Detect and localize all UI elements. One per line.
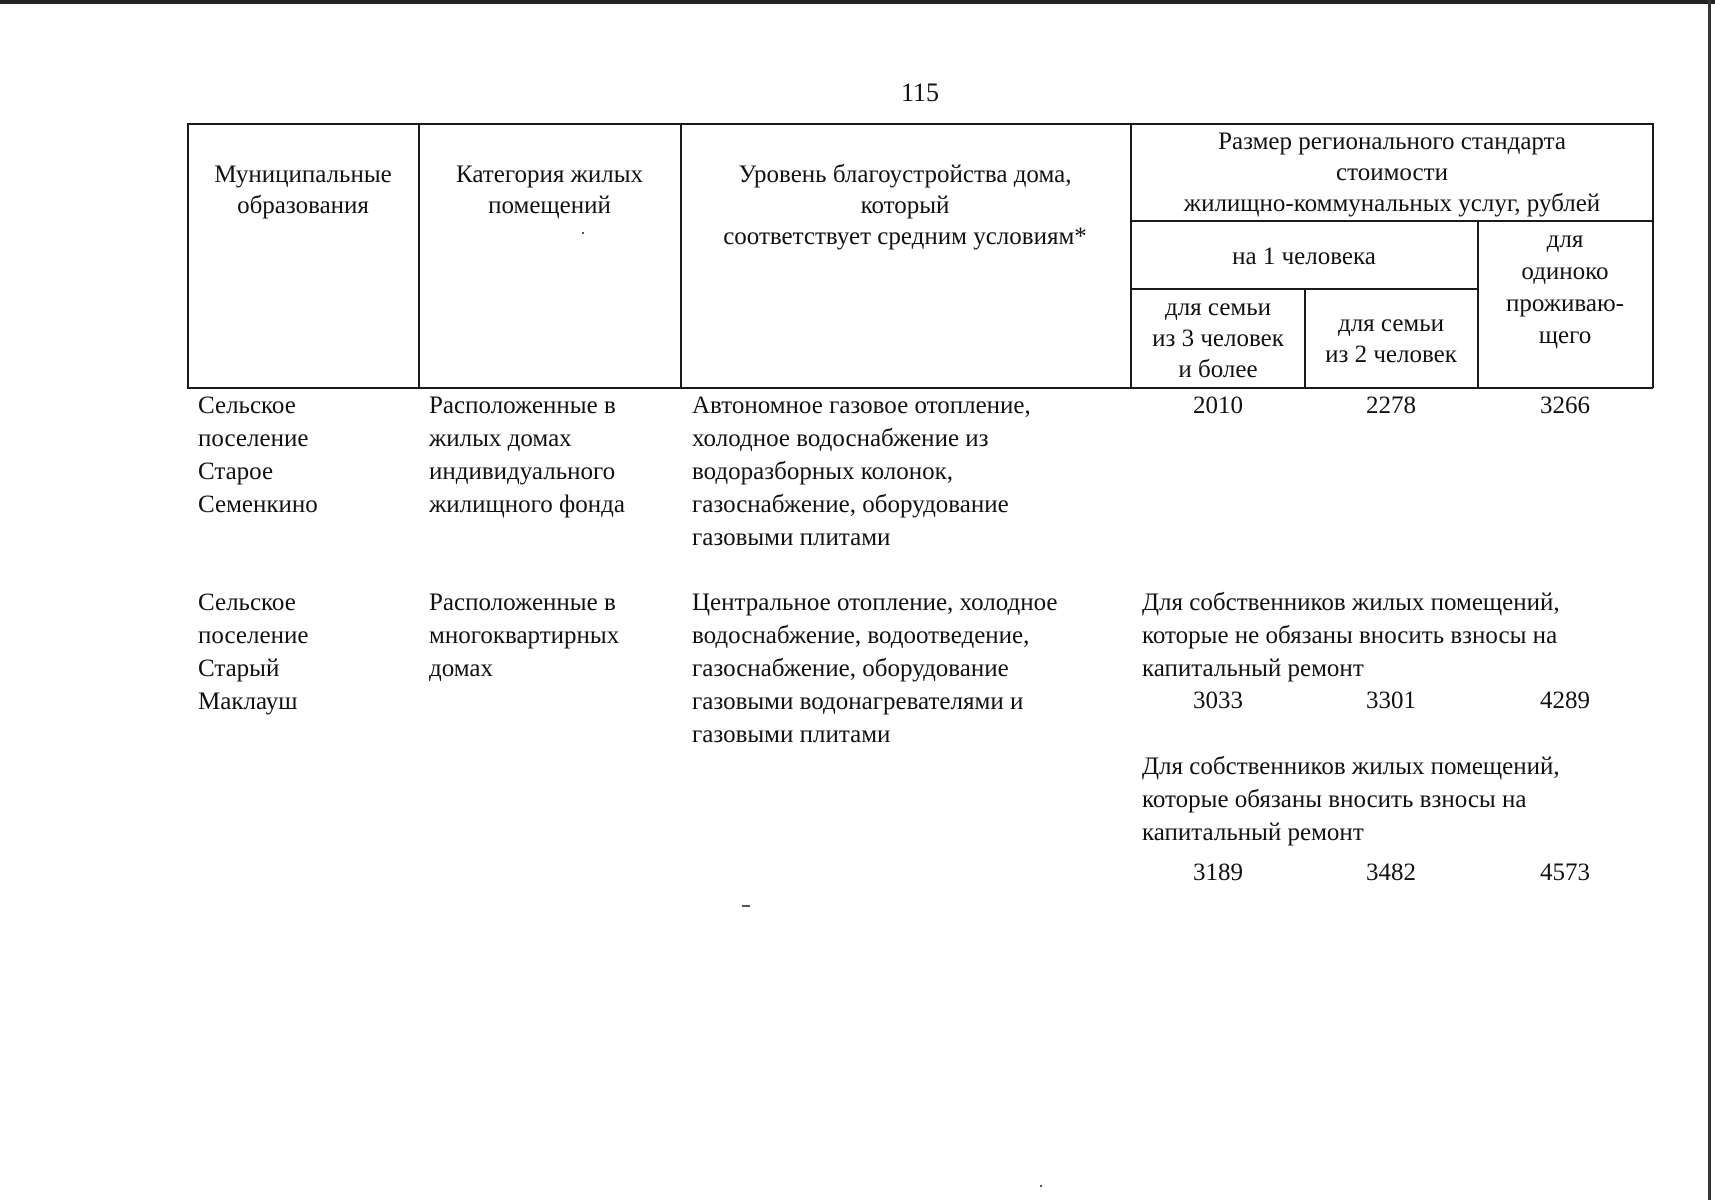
header-col-line-2 bbox=[680, 123, 682, 388]
scan-speck bbox=[582, 232, 584, 234]
row1-municipality: Сельское поселение Старое Семенкино bbox=[198, 392, 318, 518]
row1-value-family2: 2278 bbox=[1366, 392, 1416, 419]
scan-right-edge bbox=[1708, 0, 1711, 1200]
row2-level: Центральное отопление, холодное водоснабжение, водоотведение, газоснабжение, оборудование газовыми водонагревателями и газовыми плитами bbox=[692, 589, 1058, 748]
header-per-person: на 1 человека bbox=[1232, 243, 1376, 270]
row2-group2-note: Для собственников жилых помещений, которые обязаны вносить взносы на капитальный ремонт bbox=[1142, 753, 1560, 846]
scan-top-edge bbox=[0, 0, 1715, 4]
header-standard-size: Размер регионального стандарта стоимости жилищно-коммунальных услуг, рублей bbox=[1183, 128, 1601, 217]
header-divider-standard bbox=[1130, 220, 1653, 222]
header-col-line-3 bbox=[1130, 123, 1132, 388]
header-level: Уровень благоустройства дома, который соответствует средним условиям* bbox=[723, 161, 1087, 250]
row2-group1-note: Для собственников жилых помещений, которые не обязаны вносить взносы на капитальный ремонт bbox=[1142, 589, 1560, 682]
table-border-top bbox=[187, 123, 1653, 125]
header-col-line-4 bbox=[1304, 288, 1306, 388]
row1-category: Расположенные в жилых домах индивидуального жилищного фонда bbox=[429, 392, 625, 518]
header-category: Категория жилых помещений bbox=[456, 161, 643, 219]
row2-group2-value-family2: 3482 bbox=[1366, 859, 1416, 886]
header-col-line-5 bbox=[1477, 220, 1479, 388]
row2-group1-value-single: 4289 bbox=[1540, 687, 1590, 714]
row2-category: Расположенные в многоквартирных домах bbox=[429, 589, 620, 682]
row2-municipality: Сельское поселение Старый Маклауш bbox=[198, 589, 309, 715]
row2-group2-value-single: 4573 bbox=[1540, 859, 1590, 886]
row1-level: Автономное газовое отопление, холодное водоснабжение из водоразборных колонок, газоснабжение, оборудование газовыми плитами bbox=[692, 392, 1031, 551]
page-number: 115 bbox=[900, 78, 940, 107]
scan-speck bbox=[742, 905, 750, 907]
header-single: для одиноко проживаю- щего bbox=[1506, 226, 1624, 349]
table-border-right bbox=[1652, 123, 1654, 388]
header-col-line-1 bbox=[418, 123, 420, 388]
header-family3: для семьи из 3 человек и более bbox=[1152, 294, 1284, 383]
row1-value-family3: 2010 bbox=[1193, 392, 1243, 419]
row2-group2-value-family3: 3189 bbox=[1193, 859, 1243, 886]
row1-value-single: 3266 bbox=[1540, 392, 1590, 419]
scan-speck bbox=[1040, 1185, 1042, 1187]
header-municipal: Муниципальные образования bbox=[214, 161, 392, 219]
row2-group1-value-family3: 3033 bbox=[1193, 687, 1243, 714]
header-family2: для семьи из 2 человек bbox=[1325, 310, 1457, 368]
table-border-left bbox=[187, 123, 189, 388]
row2-group1-value-family2: 3301 bbox=[1366, 687, 1416, 714]
